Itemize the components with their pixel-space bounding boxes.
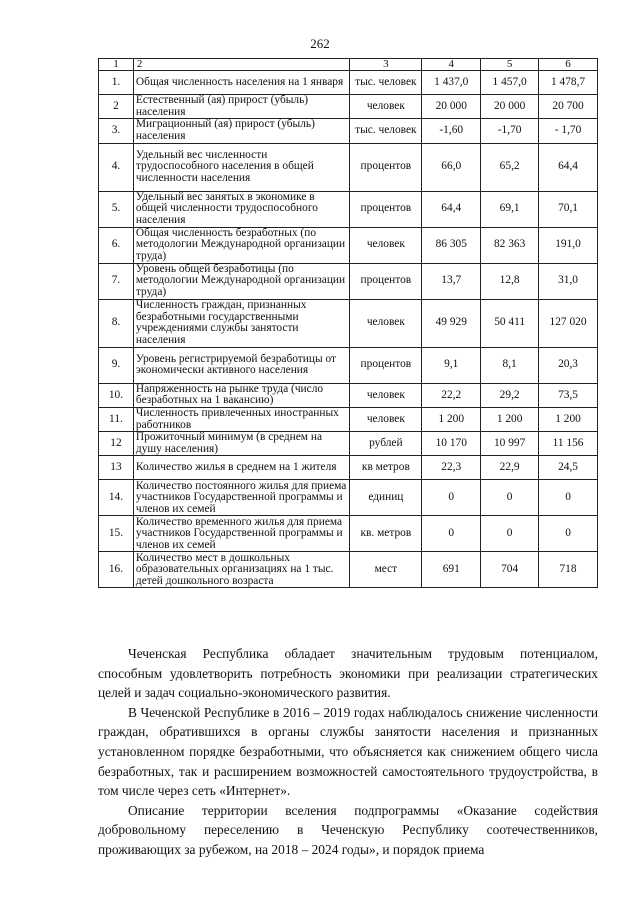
row-number: 10. bbox=[99, 383, 134, 407]
unit: процентов bbox=[350, 191, 422, 227]
header-cell: 2 bbox=[133, 59, 349, 71]
value-year-1: 49 929 bbox=[422, 299, 481, 347]
table-row bbox=[99, 263, 598, 299]
table-row bbox=[99, 191, 598, 227]
value-year-2: 29,2 bbox=[481, 383, 539, 407]
value-year-2: 69,1 bbox=[481, 191, 539, 227]
row-number: 16. bbox=[99, 552, 134, 588]
unit: человек bbox=[350, 227, 422, 263]
unit: человек bbox=[350, 407, 422, 431]
unit: человек bbox=[350, 383, 422, 407]
value-year-1: 86 305 bbox=[422, 227, 481, 263]
value-year-2: 12,8 bbox=[481, 263, 539, 299]
row-number: 4. bbox=[99, 143, 134, 191]
value-year-1: 22,3 bbox=[422, 456, 481, 480]
value-year-3: 64,4 bbox=[539, 143, 598, 191]
value-year-3: 1 200 bbox=[539, 407, 598, 431]
indicator-name: Уровень регистрируемой безработицы от экономически активного населения bbox=[133, 347, 349, 383]
table-row bbox=[99, 119, 598, 143]
unit: кв метров bbox=[350, 456, 422, 480]
indicator-name: Численность граждан, признанных безработными государственными учреждениями службы занятости населения bbox=[133, 299, 349, 347]
row-number: 11. bbox=[99, 407, 134, 431]
value-year-1: 22,2 bbox=[422, 383, 481, 407]
header-cell: 5 bbox=[481, 59, 539, 71]
value-year-3: 24,5 bbox=[539, 456, 598, 480]
unit: рублей bbox=[350, 432, 422, 456]
table-row bbox=[99, 71, 598, 95]
indicator-name: Количество жилья в среднем на 1 жителя bbox=[133, 456, 349, 480]
paragraph: Чеченская Республика обладает значительным трудовым потенциалом, способным удовлетворить потребность экономики при реализации стратегических целей и задач социально-экономического развития. bbox=[98, 646, 598, 701]
value-year-1: 691 bbox=[422, 552, 481, 588]
row-number: 6. bbox=[99, 227, 134, 263]
unit: кв. метров bbox=[350, 516, 422, 552]
value-year-1: 66,0 bbox=[422, 143, 481, 191]
value-year-2: -1,70 bbox=[481, 119, 539, 143]
table-row bbox=[99, 143, 598, 191]
value-year-3: - 1,70 bbox=[539, 119, 598, 143]
row-number: 7. bbox=[99, 263, 134, 299]
value-year-3: 20,3 bbox=[539, 347, 598, 383]
table-row bbox=[99, 480, 598, 516]
value-year-2: 10 997 bbox=[481, 432, 539, 456]
value-year-3: 0 bbox=[539, 516, 598, 552]
value-year-1: 64,4 bbox=[422, 191, 481, 227]
table-row bbox=[99, 516, 598, 552]
value-year-3: 70,1 bbox=[539, 191, 598, 227]
row-number: 12 bbox=[99, 432, 134, 456]
row-number: 13 bbox=[99, 456, 134, 480]
value-year-3: 11 156 bbox=[539, 432, 598, 456]
value-year-3: 718 bbox=[539, 552, 598, 588]
unit: процентов bbox=[350, 143, 422, 191]
row-number: 2 bbox=[99, 95, 134, 119]
table-row bbox=[99, 227, 598, 263]
value-year-1: 0 bbox=[422, 480, 481, 516]
value-year-1: -1,60 bbox=[422, 119, 481, 143]
indicator-name: Количество временного жилья для приема участников Государственной программы и членов их семей bbox=[133, 516, 349, 552]
value-year-3: 1 478,7 bbox=[539, 71, 598, 95]
table-row bbox=[99, 432, 598, 456]
table-row bbox=[99, 299, 598, 347]
page-number: 262 bbox=[310, 36, 330, 51]
unit: человек bbox=[350, 95, 422, 119]
value-year-2: 704 bbox=[481, 552, 539, 588]
header-cell: 1 bbox=[99, 59, 134, 71]
value-year-1: 0 bbox=[422, 516, 481, 552]
indicator-name: Общая численность населения на 1 января bbox=[133, 71, 349, 95]
indicator-name: Количество постоянного жилья для приема участников Государственной программы и членов их семей bbox=[133, 480, 349, 516]
unit: тыс. человек bbox=[350, 119, 422, 143]
header-cell: 4 bbox=[422, 59, 481, 71]
paragraph: Описание территории вселения подпрограммы «Оказание содействия добровольному переселению в Чеченскую Республику соотечественников, проживающих за рубежом, на 2018 – 2024 годы», и порядок приема bbox=[98, 802, 598, 857]
row-number: 14. bbox=[99, 480, 134, 516]
statistics-table bbox=[98, 58, 598, 588]
table-header-row bbox=[99, 59, 598, 71]
value-year-2: 1 457,0 bbox=[481, 71, 539, 95]
table-row bbox=[99, 383, 598, 407]
table-row bbox=[99, 552, 598, 588]
value-year-3: 0 bbox=[539, 480, 598, 516]
indicator-name: Удельный вес численности трудоспособного населения в общей численности населения bbox=[133, 143, 349, 191]
value-year-3: 191,0 bbox=[539, 227, 598, 263]
value-year-1: 1 200 bbox=[422, 407, 481, 431]
indicator-name: Удельный вес занятых в экономике в общей численности трудоспособного населения bbox=[133, 191, 349, 227]
value-year-1: 10 170 bbox=[422, 432, 481, 456]
row-number: 1. bbox=[99, 71, 134, 95]
indicator-name: Численность привлеченных иностранных работников bbox=[133, 407, 349, 431]
header-cell: 3 bbox=[350, 59, 422, 71]
unit: процентов bbox=[350, 263, 422, 299]
header-cell: 6 bbox=[539, 59, 598, 71]
table-row bbox=[99, 95, 598, 119]
row-number: 9. bbox=[99, 347, 134, 383]
value-year-2: 50 411 bbox=[481, 299, 539, 347]
indicator-name: Количество мест в дошкольных образовательных организациях на 1 тыс. детей дошкольного возраста bbox=[133, 552, 349, 588]
value-year-3: 20 700 bbox=[539, 95, 598, 119]
value-year-2: 22,9 bbox=[481, 456, 539, 480]
indicator-name: Общая численность безработных (по методологии Международной организации труда) bbox=[133, 227, 349, 263]
value-year-1: 9,1 bbox=[422, 347, 481, 383]
indicator-name: Напряженность на рынке труда (число безработных на 1 вакансию) bbox=[133, 383, 349, 407]
value-year-2: 82 363 bbox=[481, 227, 539, 263]
value-year-3: 127 020 bbox=[539, 299, 598, 347]
value-year-1: 1 437,0 bbox=[422, 71, 481, 95]
unit: мест bbox=[350, 552, 422, 588]
body-text bbox=[98, 644, 598, 860]
value-year-1: 13,7 bbox=[422, 263, 481, 299]
table-row bbox=[99, 407, 598, 431]
paragraph: В Чеченской Республике в 2016 – 2019 годах наблюдалось снижение численности граждан, обратившихся в органы службы занятости населения и признанных установленном порядке безработными, что объясняется как снижением общего числа безработных, так и расширением возможностей самостоятельного трудоустройства, в том числе через сеть «Интернет». bbox=[98, 704, 598, 799]
row-number: 8. bbox=[99, 299, 134, 347]
table-row bbox=[99, 347, 598, 383]
value-year-2: 1 200 bbox=[481, 407, 539, 431]
unit: человек bbox=[350, 299, 422, 347]
unit: тыс. человек bbox=[350, 71, 422, 95]
row-number: 5. bbox=[99, 191, 134, 227]
table-row bbox=[99, 456, 598, 480]
value-year-2: 65,2 bbox=[481, 143, 539, 191]
indicator-name: Естественный (ая) прирост (убыль) населения bbox=[133, 95, 349, 119]
indicator-name: Прожиточный минимум (в среднем на душу населения) bbox=[133, 432, 349, 456]
indicator-name: Миграционный (ая) прирост (убыль) населения bbox=[133, 119, 349, 143]
unit: процентов bbox=[350, 347, 422, 383]
unit: единиц bbox=[350, 480, 422, 516]
indicator-name: Уровень общей безработицы (по методологии Международной организации труда) bbox=[133, 263, 349, 299]
value-year-2: 20 000 bbox=[481, 95, 539, 119]
row-number: 3. bbox=[99, 119, 134, 143]
value-year-3: 73,5 bbox=[539, 383, 598, 407]
value-year-3: 31,0 bbox=[539, 263, 598, 299]
value-year-2: 0 bbox=[481, 516, 539, 552]
row-number: 15. bbox=[99, 516, 134, 552]
value-year-2: 0 bbox=[481, 480, 539, 516]
value-year-1: 20 000 bbox=[422, 95, 481, 119]
value-year-2: 8,1 bbox=[481, 347, 539, 383]
